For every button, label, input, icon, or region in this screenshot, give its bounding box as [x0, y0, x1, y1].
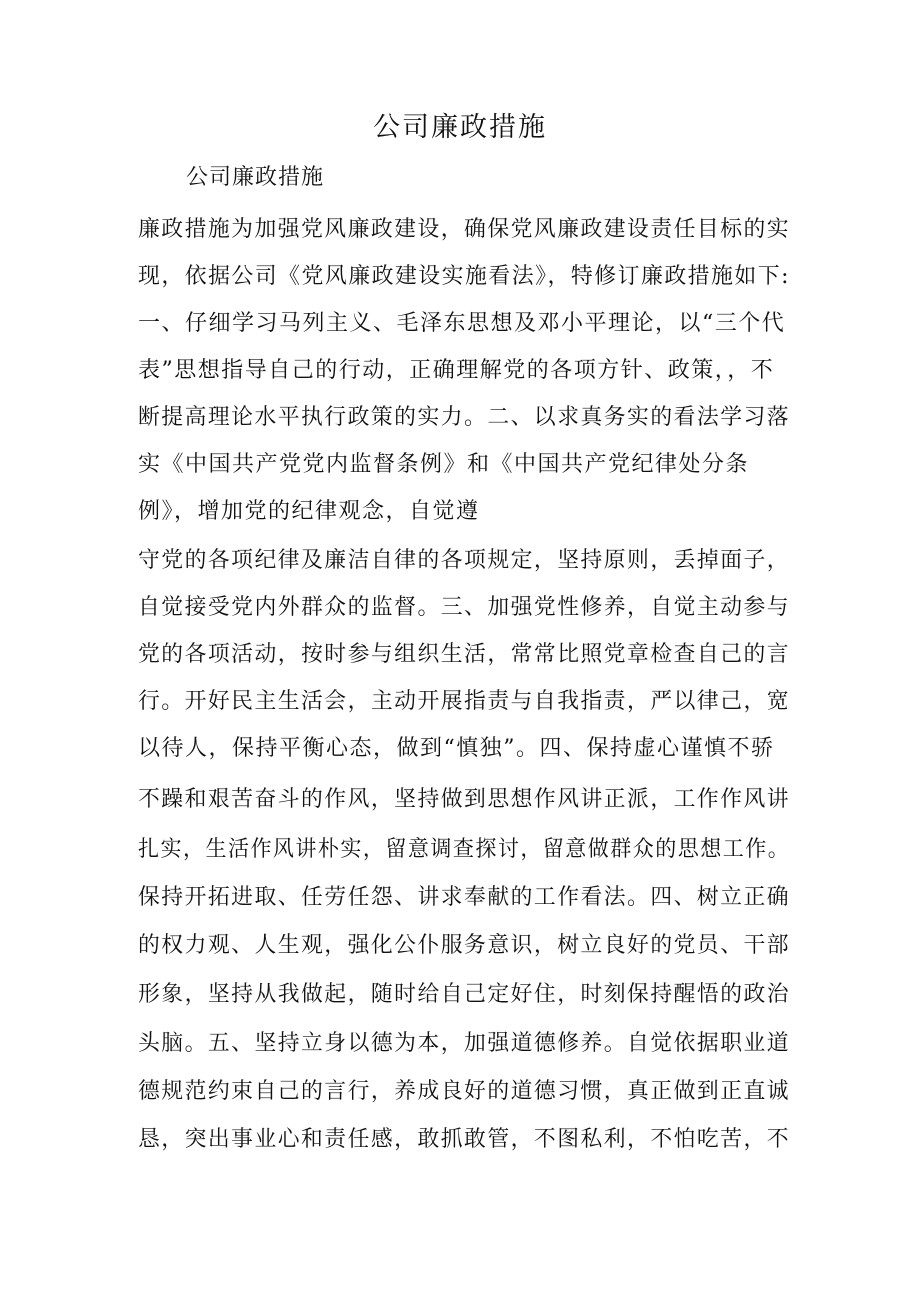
body-line: 表”思想指导自己的行动，正确理解党的各项方针、政策，，不	[138, 358, 775, 383]
body-line: 扎实，生活作风讲朴实，留意调查探讨，留意做群众的思想工作。	[138, 837, 791, 862]
body-line: 行。开好民主生活会，主动开展指责与自我指责，严以律己，宽	[138, 689, 791, 714]
body-line: 现，依据公司《党风廉政建设实施看法》，特修订廉政措施如下:	[138, 264, 790, 289]
body-line: 一、仔细学习马列主义、毛泽东思想及邓小平理论，以“三个代	[138, 311, 786, 336]
document-subtitle: 公司廉政措施	[186, 165, 325, 190]
body-line: 自觉接受党内外群众的监督。三、加强党性修养，自觉主动参与	[138, 595, 791, 620]
body-line: 例》，增加党的纪律观念，自觉遵	[138, 499, 480, 524]
body-line: 德规范约束自己的言行，养成良好的道德习惯，真正做到正直诚	[138, 1079, 791, 1104]
body-line: 恳，突出事业心和责任感，敢抓敢管，不图私利，不怕吃苦，不	[138, 1127, 791, 1152]
body-line: 实《中国共产党党内监督条例》和《中国共产党纪律处分条	[138, 452, 750, 477]
body-line: 廉政措施为加强党风廉政建设，确保党风廉政建设责任目标的实	[138, 217, 791, 242]
body-line: 以待人，保持平衡心态，做到“慎独”。四、保持虚心谨慎不骄	[138, 736, 775, 761]
document-title: 公司廉政措施	[373, 112, 547, 143]
body-line: 保持开拓进取、任劳任怨、讲求奉献的工作看法。四、树立正确	[138, 885, 791, 910]
body-line: 断提高理论水平执行政策的实力。二、以求真务实的看法学习落	[138, 405, 791, 430]
body-line: 头脑。五、坚持立身以德为本，加强道德修养。自觉依据职业道	[138, 1031, 791, 1056]
body-line: 不躁和艰苦奋斗的作风，坚持做到思想作风讲正派，工作作风讲	[138, 787, 791, 812]
body-line: 形象，坚持从我做起，随时给自己定好住，时刻保持醒悟的政治	[138, 982, 791, 1007]
body-line: 党的各项活动，按时参与组织生活，常常比照党章检查自己的言	[138, 642, 791, 667]
body-line: 的权力观、人生观，强化公仆服务意识，树立良好的党员、干部	[138, 933, 791, 958]
body-line: 守党的各项纪律及廉洁自律的各项规定，坚持原则，丢掉面子，	[138, 548, 791, 573]
